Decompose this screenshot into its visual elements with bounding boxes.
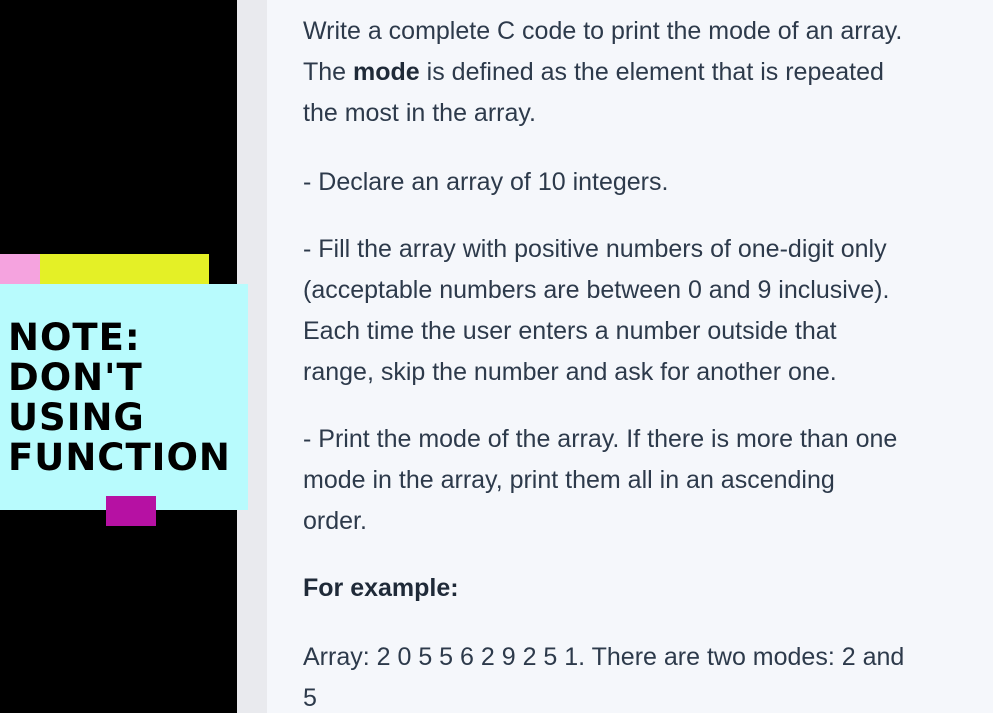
step-line: - Fill the array with positive numbers of one-digit only — [303, 235, 887, 263]
intro-line: the most in the array. — [303, 99, 536, 127]
note-line: DON'T — [8, 356, 143, 399]
step-line: (acceptable numbers are between 0 and 9 inclusive). — [303, 276, 890, 304]
step-line: - Declare an array of 10 integers. — [303, 168, 669, 196]
intro-text: The — [303, 58, 354, 86]
note-line: USING — [8, 396, 145, 439]
tape-yellow-decoration — [40, 254, 209, 286]
example-heading: For example: — [303, 574, 459, 602]
intro-line — [303, 52, 993, 93]
sticky-note-text — [8, 318, 238, 478]
intro-paragraph — [303, 11, 993, 134]
step-declare — [303, 162, 993, 203]
intro-line: Write a complete C code to print the mode of an array. — [303, 17, 903, 45]
note-line: NOTE: — [8, 316, 141, 359]
step-fill — [303, 229, 993, 393]
step-line: mode in the array, print them all in an ascending — [303, 466, 835, 494]
mode-keyword: mode — [353, 58, 420, 86]
tape-pink-decoration — [0, 254, 40, 286]
step-line: range, skip the number and ask for another one. — [303, 358, 837, 386]
note-line: FUNCTION — [8, 436, 231, 479]
step-line: - Print the mode of the array. If there is more than one — [303, 425, 898, 453]
example-line: 5 — [303, 684, 317, 712]
intro-text: is defined as the element that is repeated — [419, 58, 884, 86]
tab-magenta-decoration — [106, 496, 156, 526]
problem-statement — [267, 0, 993, 713]
step-line: order. — [303, 507, 367, 535]
example-paragraph — [303, 637, 993, 713]
step-print — [303, 419, 993, 542]
step-line: Each time the user enters a number outside that — [303, 317, 837, 345]
example-line: Array: 2 0 5 5 6 2 9 2 5 1. There are two modes: 2 and — [303, 643, 905, 671]
